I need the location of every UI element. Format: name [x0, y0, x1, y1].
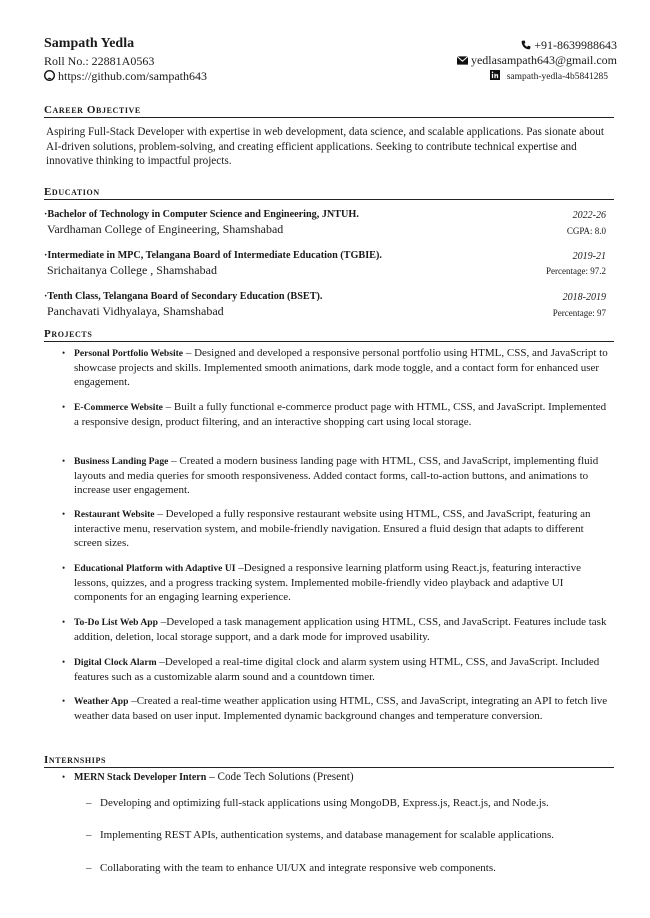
section-divider — [44, 341, 614, 342]
project-separator: – — [168, 455, 180, 467]
education-institution: Panchavati Vidhyalaya, Shamshabad — [47, 304, 224, 318]
education-dates: 2019-21 — [572, 251, 606, 262]
project-description: Developed a fully responsive restaurant website using HTML, CSS, and JavaScript, featuring an interactive menu, reservation system, and mobile-friendly navigation. Ensured a fluid design that adapts to different screen sizes. — [74, 508, 591, 550]
linkedin-row[interactable] — [490, 70, 608, 82]
section-heading-education: Education — [44, 186, 100, 198]
project-title: Weather App — [74, 696, 129, 707]
project-description: Created a real-time weather application using HTML, CSS, and JavaScript, integrating an API to fetch live weather data based on user input. Implemented dynamic background changes and temperature conversion. — [74, 695, 608, 723]
phone-icon — [521, 40, 531, 50]
bullet-icon: • — [62, 657, 66, 667]
project-separator: – — [128, 695, 137, 707]
bullet-icon: • — [62, 402, 66, 412]
mail-icon — [457, 56, 468, 65]
education-score: CGPA: 8.0 — [566, 226, 606, 236]
project-separator: – — [235, 562, 244, 574]
bullet-icon: • — [62, 696, 66, 706]
objective-text: Aspiring Full-Stack Developer with expertise in web development, data science, and scalable applications. Pas sionate about AI-driven solutions, problem-solving, and creating efficient applications. Seeking to contribute technical expertise and innovative thinking to impactful projects. — [46, 126, 604, 167]
education-degree: ·Intermediate in MPC, Telangana Board of Intermediate Education (TGBIE). — [44, 250, 382, 261]
project-title: To-Do List Web App — [74, 617, 158, 628]
section-heading-projects: Projects — [44, 328, 93, 340]
section-heading-objective: Career Objective — [44, 104, 141, 116]
phone-row[interactable] — [521, 38, 617, 53]
email-row[interactable] — [457, 53, 617, 68]
project-separator: – — [157, 616, 167, 628]
project-item — [62, 561, 612, 605]
project-description: Created a modern business landing page with HTML, CSS, and JavaScript, implementing fluid layouts and media queries for smooth responsiveness. Added contact forms, call-to-action buttons, and animations to increase user engagement. — [74, 455, 599, 497]
project-separator: – — [162, 401, 174, 413]
project-title: Educational Platform with Adaptive UI — [74, 563, 236, 574]
project-description: Designed and developed a responsive personal portfolio using HTML, CSS, and JavaScript to showcase projects and skills. Implemented smooth animations, dark mode toggle, and a contact form for enhanced user engagement. — [74, 347, 608, 389]
education-score: Percentage: 97.2 — [546, 266, 606, 276]
project-description: Developed a real-time digital clock and alarm system using HTML, CSS, and JavaScript. Included features such as a customizable alarm sound and a countdown timer. — [74, 656, 600, 684]
bullet-icon: • — [62, 617, 66, 627]
internship-company: – Code Tech Solutions (Present) — [206, 771, 354, 783]
project-separator: – — [154, 508, 166, 520]
project-item — [62, 454, 612, 498]
bullet-icon: • — [62, 772, 66, 782]
project-title: Digital Clock Alarm — [74, 657, 157, 668]
section-heading-internships: Internships — [44, 754, 107, 766]
project-item — [62, 346, 612, 390]
project-separator: – — [156, 656, 165, 668]
education-institution: Srichaitanya College , Shamshabad — [47, 263, 217, 277]
linkedin-icon — [490, 70, 500, 80]
education-institution: Vardhaman College of Engineering, Shamshabad — [47, 222, 284, 236]
education-dates: 2018-2019 — [562, 292, 606, 303]
internship-point: – Implementing REST APIs, authentication systems, and database management for scalable applications. — [86, 829, 555, 841]
education-degree: ·Tenth Class, Telangana Board of Secondary Education (BSET). — [44, 291, 323, 302]
section-divider — [44, 767, 614, 768]
internship-point: – Developing and optimizing full-stack applications using MongoDB, Express.js, React.js, and Node.js. — [86, 797, 549, 809]
project-item — [62, 400, 612, 429]
education-score: Percentage: 97 — [552, 308, 606, 318]
candidate-name: Sampath Yedla — [44, 36, 135, 51]
internship-item — [62, 770, 614, 785]
education-degree: ·Bachelor of Technology in Computer Science and Engineering, JNTUH. — [44, 209, 359, 220]
phone-number[interactable]: +91-8639988643 — [534, 38, 617, 52]
bullet-icon: • — [62, 563, 66, 573]
linkedin-handle[interactable]: sampath-yedla-4b5841285 — [506, 72, 608, 82]
github-link-row[interactable] — [44, 69, 207, 84]
education-dates: 2022-26 — [572, 210, 606, 221]
project-description: Developed a task management application using HTML, CSS, and JavaScript. Features include task addition, deletion, local storage support, and a dark mode for improved usability. — [74, 616, 607, 644]
bullet-icon: • — [62, 348, 66, 358]
github-icon — [44, 70, 55, 81]
project-item — [62, 615, 612, 644]
section-divider — [44, 199, 614, 200]
internship-point: – Collaborating with the team to enhance UI/UX and integrate responsive web components. — [86, 862, 496, 874]
internship-role: MERN Stack Developer Intern — [74, 772, 207, 783]
project-separator: – — [183, 347, 195, 359]
project-title: E-Commerce Website — [74, 402, 163, 413]
bullet-icon: • — [62, 456, 66, 466]
project-title: Restaurant Website — [74, 509, 155, 520]
github-url[interactable]: https://github.com/sampath643 — [58, 69, 207, 83]
bullet-icon: • — [62, 509, 66, 519]
project-item — [62, 694, 612, 723]
email-address[interactable]: yedlasampath643@gmail.com — [470, 53, 617, 67]
roll-number: Roll No.: 22881A0563 — [44, 54, 155, 68]
project-title: Business Landing Page — [74, 456, 169, 467]
project-item — [62, 507, 612, 551]
project-description: Built a fully functional e-commerce product page with HTML, CSS, and JavaScript. Implemented a responsive design, product filtering, and an interactive shopping cart using local storage. — [74, 401, 607, 429]
project-title: Personal Portfolio Website — [74, 348, 184, 359]
project-description: Designed a responsive learning platform using React.js, featuring interactive lessons, quizzes, and a progress tracking system. Implemented mobile-friendly video playback and adaptive UI components for an engaging learning experience. — [74, 562, 581, 604]
project-item — [62, 655, 612, 684]
section-divider — [44, 117, 614, 118]
